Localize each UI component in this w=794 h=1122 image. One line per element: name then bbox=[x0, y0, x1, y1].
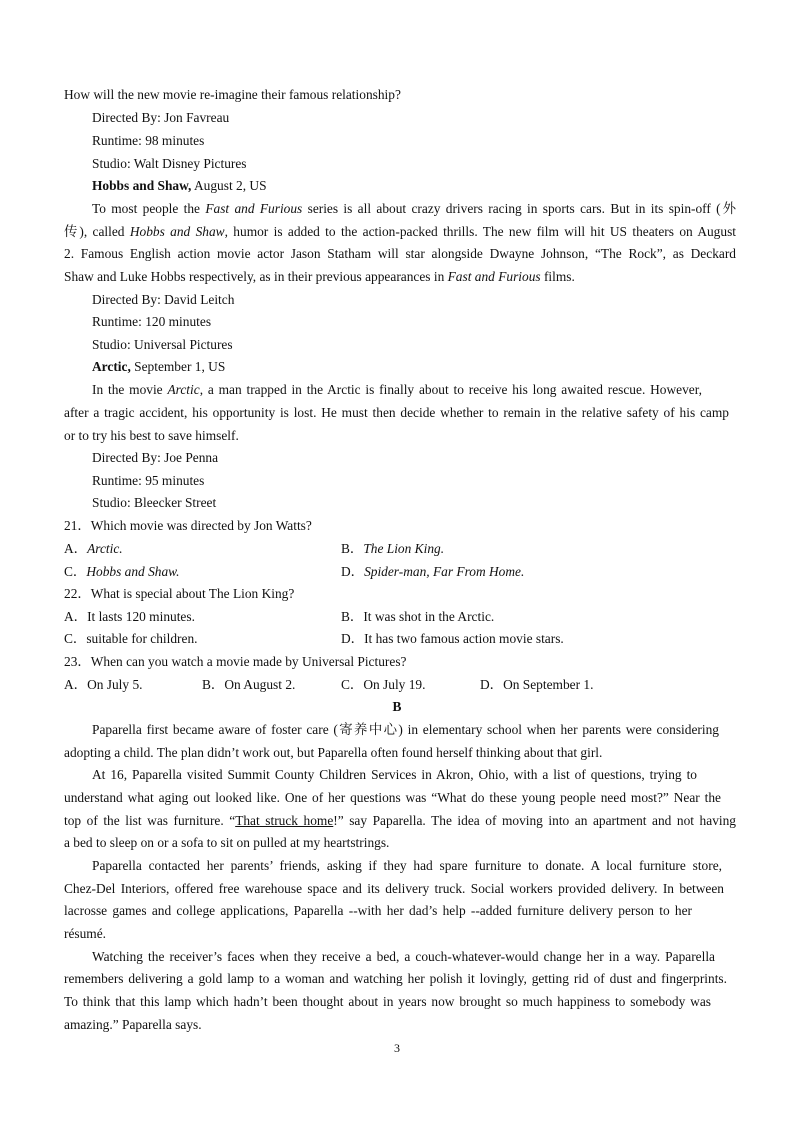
text-run: !” say Paparella. The idea of moving into an apartment and not having bbox=[333, 813, 736, 828]
question-21-choice-b[interactable] bbox=[341, 540, 444, 558]
choice-text: Hobbs and Shaw. bbox=[86, 564, 180, 579]
question-23-choice-c[interactable] bbox=[341, 676, 425, 694]
section-b-heading: B bbox=[392, 699, 402, 714]
choice-label: A． bbox=[64, 609, 88, 624]
choice-label: A． bbox=[64, 677, 88, 692]
question-relationship: How will the new movie re-imagine their famous relationship? bbox=[64, 87, 401, 102]
text-run: top of the list was furniture. “ bbox=[64, 813, 236, 828]
italic-title: Hobbs and Shaw bbox=[129, 224, 225, 239]
choice-text: On July 19. bbox=[363, 677, 426, 692]
choice-label: B． bbox=[202, 677, 225, 692]
choice-label: B． bbox=[341, 541, 364, 556]
choice-text: It lasts 120 minutes. bbox=[87, 609, 195, 624]
choice-text: On August 2. bbox=[224, 677, 296, 692]
choice-label: C． bbox=[341, 677, 364, 692]
section-b-p1-line-2: adopting a child. The plan didn’t work out, but Paparella often found herself thinking about that girl. bbox=[64, 745, 603, 760]
hobbs-shaw-paragraph-line-3: 2. Famous English action movie actor Jason Statham will star alongside Dwayne Johnson, “The Rock”, as Deckard bbox=[64, 246, 736, 261]
hobbs-shaw-paragraph-line-2 bbox=[64, 223, 736, 241]
section-b-p3-line-1: Paparella contacted her parents’ friends, asking if they had spare furniture to donate. A local furniture store, bbox=[92, 858, 722, 873]
arctic-title: Arctic, bbox=[92, 359, 131, 374]
page-number: 3 bbox=[394, 1041, 400, 1055]
arctic-date: September 1, US bbox=[130, 359, 226, 374]
lion-king-director: Directed By: Jon Favreau bbox=[92, 110, 230, 125]
hobbs-shaw-date: August 2, US bbox=[191, 178, 267, 193]
section-b-p4-line-2: remembers delivering a gold lamp to a woman and watching her polish it lovingly, getting rid of dust and fingerprints. bbox=[64, 971, 727, 986]
question-21-choice-c[interactable] bbox=[64, 563, 179, 581]
choice-text: It was shot in the Arctic. bbox=[363, 609, 495, 624]
choice-text: Spider-man, Far From Home. bbox=[364, 564, 525, 579]
italic-title: Fast and Furious bbox=[447, 269, 541, 284]
text-run: 传), called bbox=[64, 224, 130, 239]
section-b-p4-line-4: amazing.” Paparella says. bbox=[64, 1017, 202, 1032]
question-22-choice-d[interactable] bbox=[341, 630, 564, 648]
choice-label: B． bbox=[341, 609, 364, 624]
question-22-choice-b[interactable] bbox=[341, 608, 494, 626]
hobbs-shaw-heading bbox=[92, 177, 764, 195]
choice-text: The Lion King. bbox=[363, 541, 445, 556]
choice-label: C． bbox=[64, 631, 87, 646]
text-run: , a man trapped in the Arctic is finally about to receive his long awaited rescue. However, bbox=[199, 382, 702, 397]
question-21-choice-d[interactable] bbox=[341, 563, 524, 581]
section-b-p2-line-2: understand what aging out looked like. One of her questions was “What do these young people need most?” Near the bbox=[64, 790, 721, 805]
choice-label: D． bbox=[341, 631, 365, 646]
question-21-stem: 21．Which movie was directed by Jon Watts? bbox=[64, 518, 312, 533]
hobbs-shaw-paragraph-line-1 bbox=[92, 200, 736, 218]
text-run: Shaw and Luke Hobbs respectively, as in their previous appearances in bbox=[64, 269, 448, 284]
text-run: In the movie bbox=[92, 382, 168, 397]
text-run: To most people the bbox=[92, 201, 206, 216]
hobbs-shaw-runtime: Runtime: 120 minutes bbox=[92, 314, 212, 329]
choice-label: D． bbox=[341, 564, 365, 579]
text-run: , humor is added to the action-packed thrills. The new film will hit US theaters on August bbox=[224, 224, 737, 239]
question-23-choice-d[interactable] bbox=[480, 676, 593, 694]
arctic-paragraph-line-2: after a tragic accident, his opportunity is lost. He must then decide whether to remain in the relative safety of his camp bbox=[64, 405, 729, 420]
arctic-director: Directed By: Joe Penna bbox=[92, 450, 219, 465]
choice-text: On July 5. bbox=[87, 677, 143, 692]
choice-text: suitable for children. bbox=[86, 631, 198, 646]
section-b-p2-line-1: At 16, Paparella visited Summit County Children Services in Akron, Ohio, with a list of questions, trying to bbox=[92, 767, 697, 782]
choice-label: A． bbox=[64, 541, 88, 556]
question-23-choice-a[interactable] bbox=[64, 676, 143, 694]
section-b-p2-line-3 bbox=[64, 812, 736, 830]
section-b-p3-line-2: Chez-Del Interiors, offered free warehouse space and its delivery truck. Social workers provided delivery. In between bbox=[64, 881, 724, 896]
choice-label: C． bbox=[64, 564, 87, 579]
underlined-phrase: That struck home bbox=[235, 813, 334, 828]
italic-title: Fast and Furious bbox=[205, 201, 303, 216]
arctic-runtime: Runtime: 95 minutes bbox=[92, 473, 205, 488]
italic-title: Arctic bbox=[167, 382, 200, 397]
question-22-stem: 22．What is special about The Lion King? bbox=[64, 586, 295, 601]
section-b-p4-line-1: Watching the receiver’s faces when they receive a bed, a couch-whatever-would change her in a way. Paparella bbox=[92, 949, 715, 964]
question-22-choice-a[interactable] bbox=[64, 608, 195, 626]
text-run: series is all about crazy drivers racing in sports cars. But in its spin-off (外 bbox=[302, 201, 736, 216]
lion-king-studio: Studio: Walt Disney Pictures bbox=[92, 156, 247, 171]
section-b-p2-line-4: a bed to sleep on or a sofa to sit on pulled at my heartstrings. bbox=[64, 835, 390, 850]
hobbs-shaw-director: Directed By: David Leitch bbox=[92, 292, 235, 307]
question-21-choice-a[interactable] bbox=[64, 540, 123, 558]
question-23-stem: 23．When can you watch a movie made by Universal Pictures? bbox=[64, 654, 407, 669]
arctic-paragraph-line-3: or to try his best to save himself. bbox=[64, 428, 239, 443]
hobbs-shaw-paragraph-line-4 bbox=[64, 268, 736, 286]
question-23-choice-b[interactable] bbox=[202, 676, 295, 694]
section-b-p3-line-4: résumé. bbox=[64, 926, 107, 941]
question-22-choice-c[interactable] bbox=[64, 630, 198, 648]
choice-label: D． bbox=[480, 677, 504, 692]
lion-king-runtime: Runtime: 98 minutes bbox=[92, 133, 205, 148]
hobbs-shaw-studio: Studio: Universal Pictures bbox=[92, 337, 233, 352]
hobbs-shaw-title: Hobbs and Shaw, bbox=[92, 178, 192, 193]
section-b-p4-line-3: To think that this lamp which hadn’t been thought about in years now brought so much happiness to somebody was bbox=[64, 994, 711, 1009]
choice-text: On September 1. bbox=[503, 677, 594, 692]
arctic-paragraph-line-1 bbox=[92, 381, 702, 399]
text-run: films. bbox=[540, 269, 575, 284]
arctic-heading bbox=[92, 358, 764, 376]
choice-text: Arctic. bbox=[87, 541, 123, 556]
arctic-studio: Studio: Bleecker Street bbox=[92, 495, 217, 510]
choice-text: It has two famous action movie stars. bbox=[364, 631, 564, 646]
section-b-p1-line-1: Paparella first became aware of foster care (寄养中心) in elementary school when her parents were considering bbox=[92, 722, 719, 737]
section-b-p3-line-3: lacrosse games and college applications, Paparella --with her dad’s help --added furniture delivery person to her bbox=[64, 903, 692, 918]
